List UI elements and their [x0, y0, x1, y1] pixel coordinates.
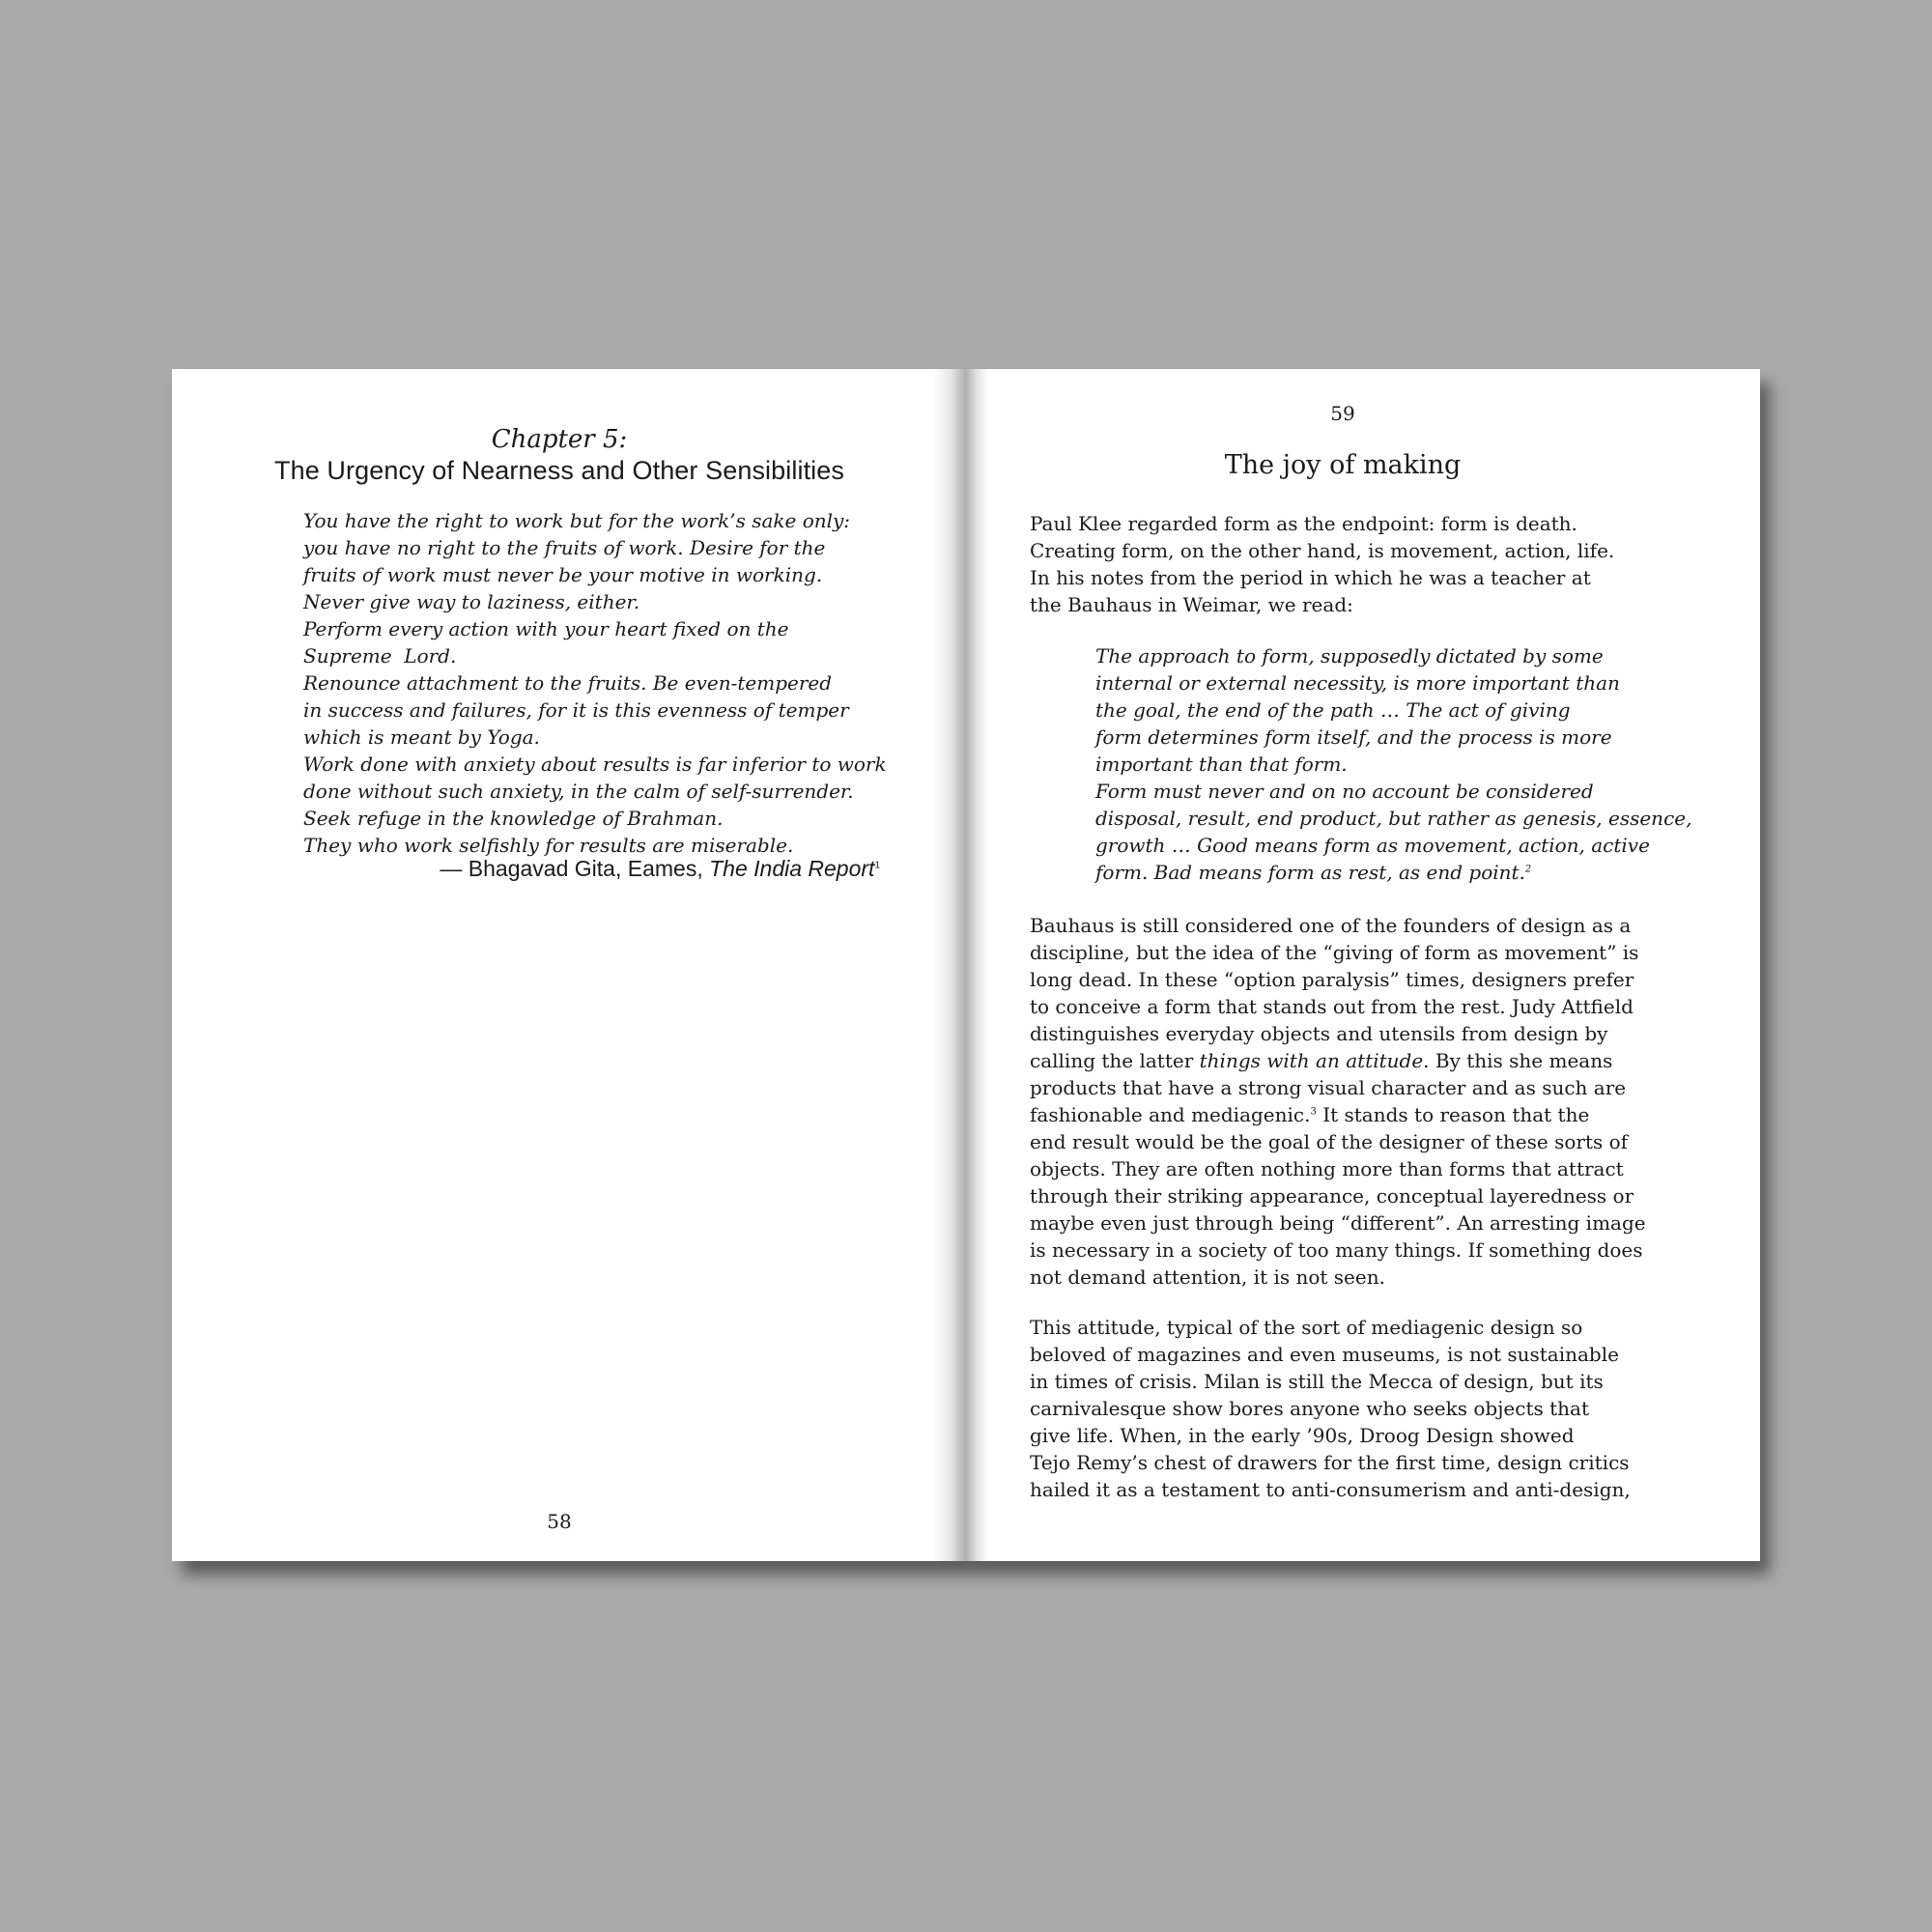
milan-paragraph: [1030, 1314, 1706, 1503]
epigraph-line: Work done with anxiety about results is far inferior to work: [303, 753, 887, 776]
text-line: give life. When, in the early ’90s, Droog Design showed: [1030, 1424, 1575, 1447]
text-line: end result would be the goal of the designer of these sorts of: [1030, 1130, 1629, 1153]
quote-line: growth … Good means form as movement, action, active: [1095, 834, 1650, 857]
quote-line: important than that form.: [1095, 753, 1348, 776]
quote-line: the goal, the end of the path … The act of giving: [1095, 698, 1571, 722]
quote-line: The approach to form, supposedly dictated by some: [1095, 644, 1604, 668]
epigraph-line: Seek refuge in the knowledge of Brahman.: [303, 807, 724, 830]
intro-paragraph: [1030, 510, 1706, 618]
text-line: hailed it as a testament to anti-consumerism and anti-design,: [1030, 1478, 1631, 1501]
epigraph-line: Renounce attachment to the fruits. Be even-tempered: [303, 671, 833, 695]
epigraph: [303, 507, 931, 859]
gutter-shadow-right: [966, 369, 989, 1561]
text-line: Bauhaus is still considered one of the founders of design as a: [1030, 914, 1632, 937]
section-title: The joy of making: [1224, 450, 1462, 480]
text-segment: . By this she means: [1423, 1049, 1613, 1072]
chapter-label: Chapter 5:: [491, 425, 628, 454]
text-line: to conceive a form that stands out from the rest. Judy Attfield: [1030, 995, 1634, 1018]
text-segment: fashionable and mediagenic.: [1030, 1103, 1311, 1126]
attribution-text: — Bhagavad Gita, Eames,: [440, 856, 710, 881]
epigraph-line: fruits of work must never be your motive in working.: [303, 563, 823, 586]
epigraph-line: in success and failures, for it is this evenness of temper: [303, 698, 849, 722]
quote-line-text: form. Bad means form as rest, as end point.: [1095, 861, 1525, 884]
epigraph-line: you have no right to the fruits of work. Desire for the: [303, 536, 826, 559]
text-segment: calling the latter: [1030, 1049, 1200, 1072]
text-line: beloved of magazines and even museums, is not sustainable: [1030, 1343, 1619, 1366]
epigraph-line: Never give way to laziness, either.: [303, 590, 640, 613]
text-line: through their striking appearance, conceptual layeredness or: [1030, 1184, 1634, 1208]
klee-quote: [1095, 642, 1714, 886]
text-line: This attitude, typical of the sort of mediagenic design so: [1030, 1316, 1583, 1339]
text-line: Creating form, on the other hand, is movement, action, life.: [1030, 539, 1615, 562]
text-line: the Bauhaus in Weimar, we read:: [1030, 593, 1353, 616]
text-line: long dead. In these “option paralysis” times, designers prefer: [1030, 968, 1634, 991]
text-line: discipline, but the idea of the “giving of form as movement” is: [1030, 941, 1639, 964]
epigraph-line: You have the right to work but for the work’s sake only:: [303, 509, 851, 532]
quote-line: disposal, result, end product, but rather as genesis, essence,: [1095, 807, 1692, 830]
text-line: objects. They are often nothing more than forms that attract: [1030, 1157, 1624, 1180]
epigraph-line: Supreme Lord.: [303, 644, 457, 668]
attribution-title: The India Report: [709, 856, 875, 881]
page-number-right: 59: [1330, 402, 1355, 425]
text-line: distinguishes everyday objects and utensils from design by: [1030, 1022, 1608, 1045]
epigraph-line: They who work selfishly for results are miserable.: [303, 834, 794, 857]
text-line: Paul Klee regarded form as the endpoint: form is death.: [1030, 512, 1577, 535]
epigraph-line: done without such anxiety, in the calm of self-surrender.: [303, 780, 854, 803]
chapter-title: The Urgency of Nearness and Other Sensibilities: [274, 456, 844, 485]
text-line: is necessary in a society of too many things. If something does: [1030, 1238, 1643, 1262]
quote-line: [1095, 859, 1714, 886]
right-page: [966, 369, 1760, 1561]
book-spread: [172, 369, 1760, 1561]
text-line: not demand attention, it is not seen.: [1030, 1265, 1385, 1289]
quote-line: internal or external necessity, is more important than: [1095, 671, 1620, 695]
text-line: products that have a strong visual character and as such are: [1030, 1076, 1627, 1099]
epigraph-line: which is meant by Yoga.: [303, 725, 540, 749]
text-line: [1030, 1101, 1706, 1128]
text-line: maybe even just through being “different”. An arresting image: [1030, 1211, 1646, 1235]
text-line: in times of crisis. Milan is still the Mecca of design, but its: [1030, 1370, 1604, 1393]
gutter-shadow-left: [933, 369, 966, 1561]
footnote-ref: 2: [1524, 864, 1532, 875]
text-line: Tejo Remy’s chest of drawers for the first time, design critics: [1030, 1451, 1630, 1474]
footnote-ref: 1: [874, 860, 880, 871]
italic-phrase: things with an attitude: [1199, 1049, 1424, 1072]
text-segment: It stands to reason that the: [1316, 1103, 1590, 1126]
quote-line: Form must never and on no account be considered: [1095, 780, 1594, 803]
footnote-ref: 3: [1310, 1106, 1317, 1118]
text-line: In his notes from the period in which he was a teacher at: [1030, 566, 1591, 589]
epigraph-attribution: [172, 855, 880, 882]
text-line: [1030, 1047, 1706, 1074]
bauhaus-paragraph: [1030, 912, 1706, 1291]
page-number-left: 58: [547, 1510, 572, 1533]
quote-line: form determines form itself, and the process is more: [1095, 725, 1612, 749]
left-page: [172, 369, 966, 1561]
epigraph-line: Perform every action with your heart fixed on the: [303, 617, 789, 640]
text-line: carnivalesque show bores anyone who seeks objects that: [1030, 1397, 1589, 1420]
